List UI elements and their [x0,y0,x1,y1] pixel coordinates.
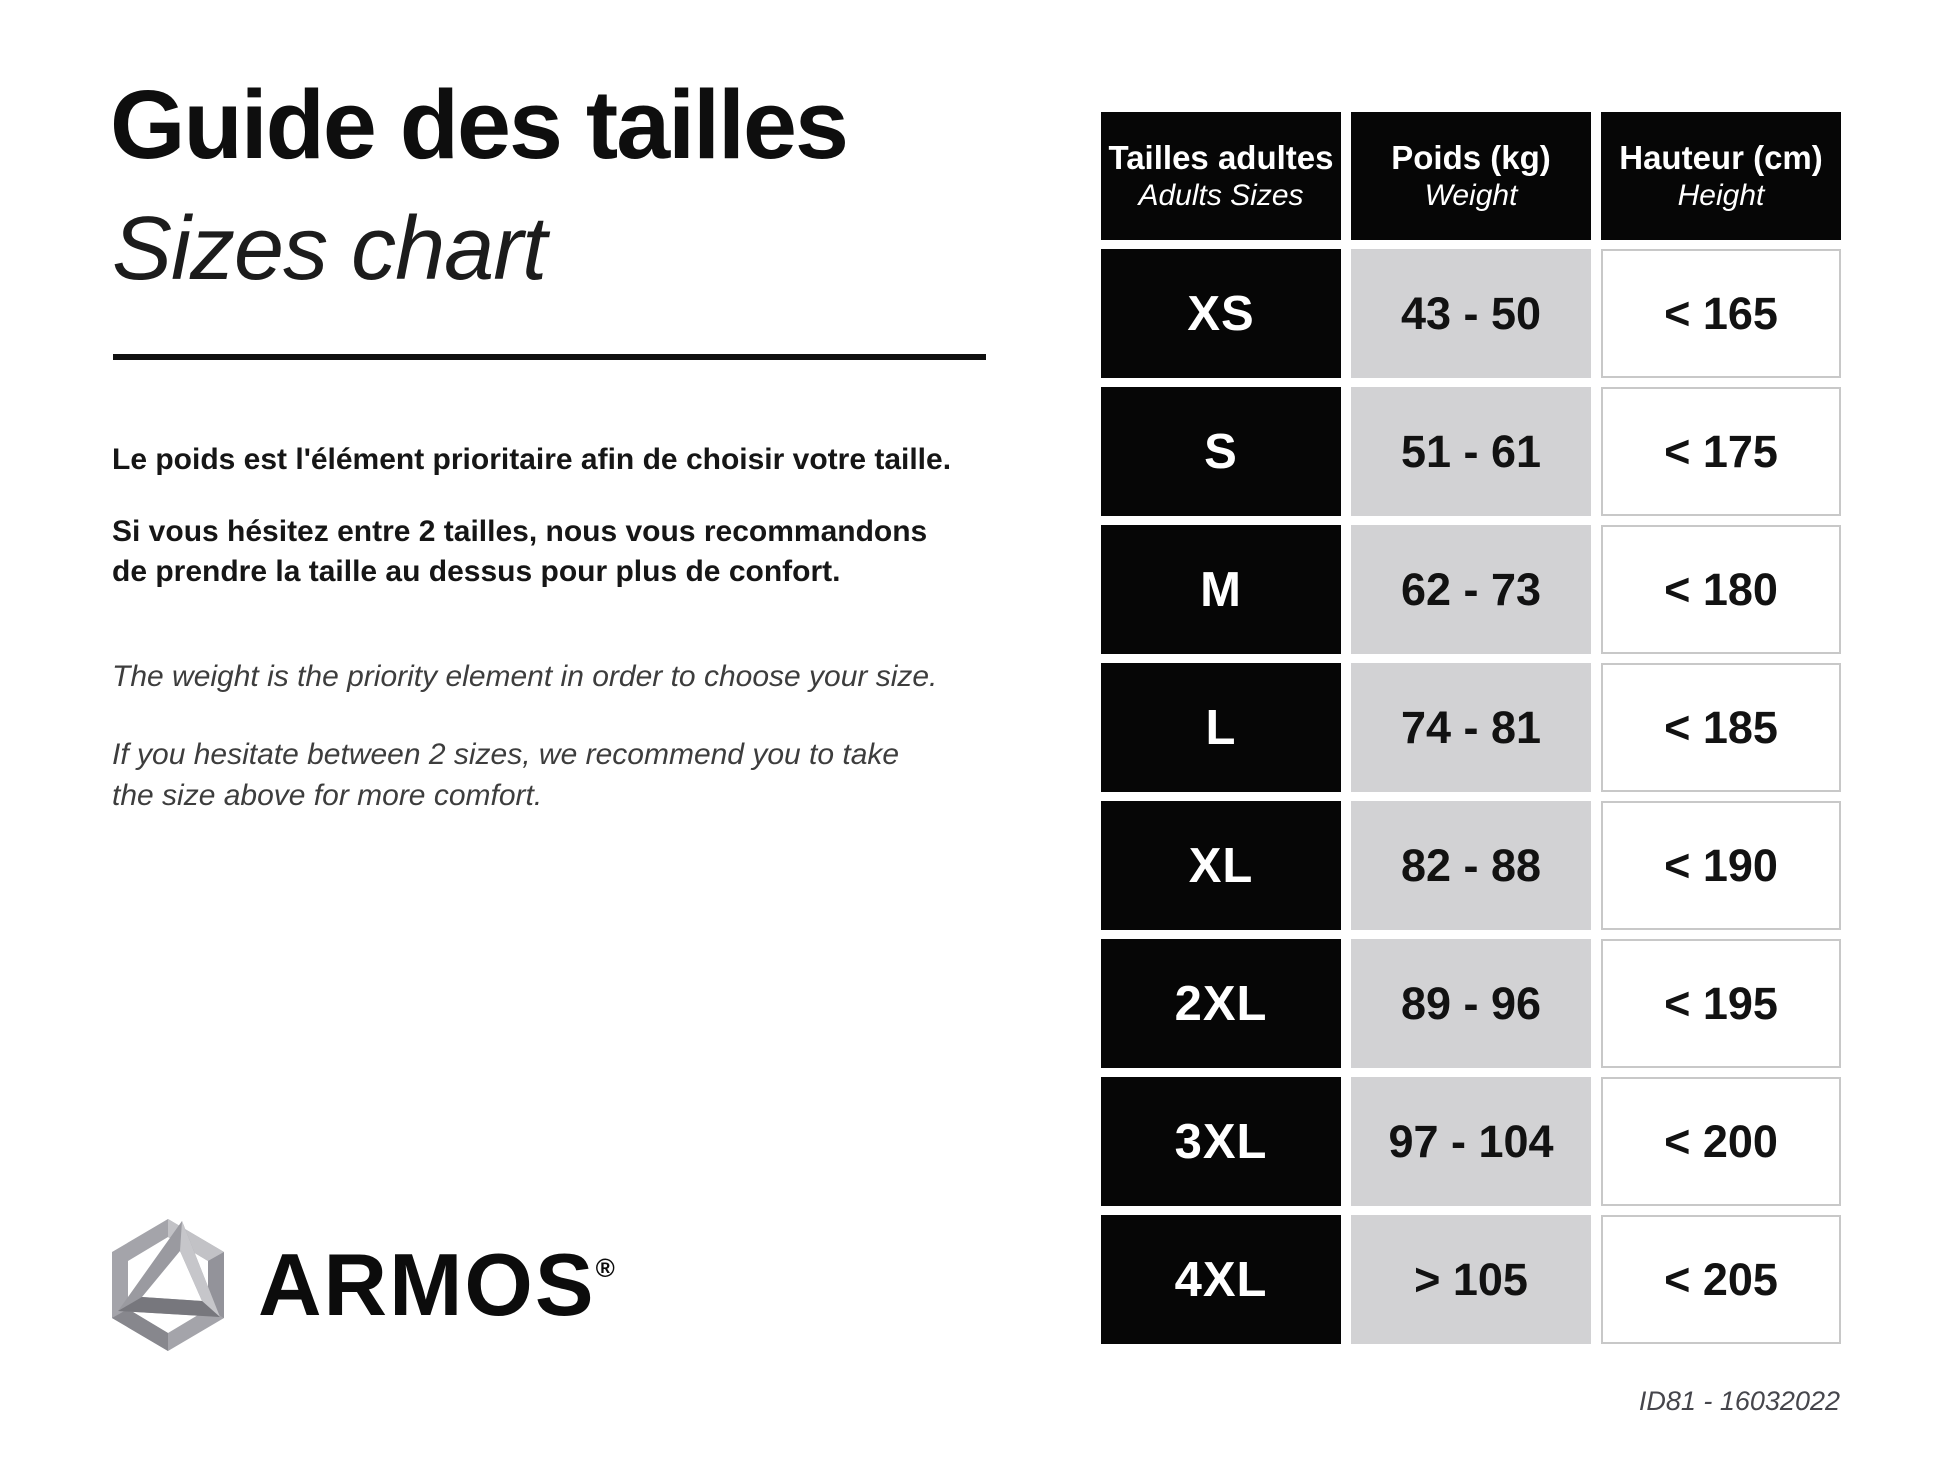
height-cell-xl: < 190 [1601,801,1841,930]
size-cell-l: L [1101,663,1341,792]
column-header-sizes-en: Adults Sizes [1138,179,1304,212]
weight-cell-4xl: > 105 [1351,1215,1591,1344]
weight-cell-l: 74 - 81 [1351,663,1591,792]
weight-cell-m: 62 - 73 [1351,525,1591,654]
column-header-weight-fr: Poids (kg) [1391,139,1551,176]
document-id: ID81 - 16032022 [1638,1386,1840,1416]
height-cell-4xl: < 205 [1601,1215,1841,1344]
column-header-sizes [1101,112,1341,240]
brand-name-text: ARMOS [258,1235,596,1334]
page-title-english: Sizes chart [112,199,547,299]
intro-french-hesitate-line1: Si vous hésitez entre 2 tailles, nous vous recommandons [112,515,928,548]
page-title-french: Guide des tailles [110,70,847,179]
size-chart-table [1101,112,1841,1344]
intro-french-hesitate [112,512,1062,591]
registered-trademark-symbol: ® [595,1253,615,1283]
hexagon-triangle-logo-icon [108,1215,228,1355]
intro-english-hesitate-line2: the size above for more comfort. [112,779,543,813]
intro-french-weight-priority: Le poids est l'élément prioritaire afin de choisir votre taille. [112,443,952,476]
intro-english-weight-priority: The weight is the priority element in order to choose your size. [112,660,938,693]
weight-cell-xl: 82 - 88 [1351,801,1591,930]
weight-cell-s: 51 - 61 [1351,387,1591,516]
height-cell-l: < 185 [1601,663,1841,792]
size-cell-xl: XL [1101,801,1341,930]
height-cell-3xl: < 200 [1601,1077,1841,1206]
height-cell-xs: < 165 [1601,249,1841,378]
size-cell-xs: XS [1101,249,1341,378]
size-cell-3xl: 3XL [1101,1077,1341,1206]
column-header-height-en: Height [1677,179,1765,212]
weight-cell-xs: 43 - 50 [1351,249,1591,378]
intro-english-hesitate [112,734,1062,817]
column-header-height-fr: Hauteur (cm) [1619,139,1823,176]
column-header-weight-en: Weight [1424,179,1518,212]
column-header-sizes-fr: Tailles adultes [1108,139,1334,176]
size-cell-2xl: 2XL [1101,939,1341,1068]
height-cell-2xl: < 195 [1601,939,1841,1068]
column-header-height [1601,112,1841,240]
weight-cell-3xl: 97 - 104 [1351,1077,1591,1206]
height-cell-m: < 180 [1601,525,1841,654]
intro-french-hesitate-line2: de prendre la taille au dessus pour plus de confort. [112,554,841,588]
size-cell-s: S [1101,387,1341,516]
column-header-weight [1351,112,1591,240]
weight-cell-2xl: 89 - 96 [1351,939,1591,1068]
brand-wordmark [258,1235,615,1334]
brand-logo [108,1212,615,1358]
size-cell-m: M [1101,525,1341,654]
height-cell-s: < 175 [1601,387,1841,516]
size-cell-4xl: 4XL [1101,1215,1341,1344]
title-divider-rule [113,354,986,360]
intro-english-hesitate-line1: If you hesitate between 2 sizes, we recommend you to take [112,738,900,771]
